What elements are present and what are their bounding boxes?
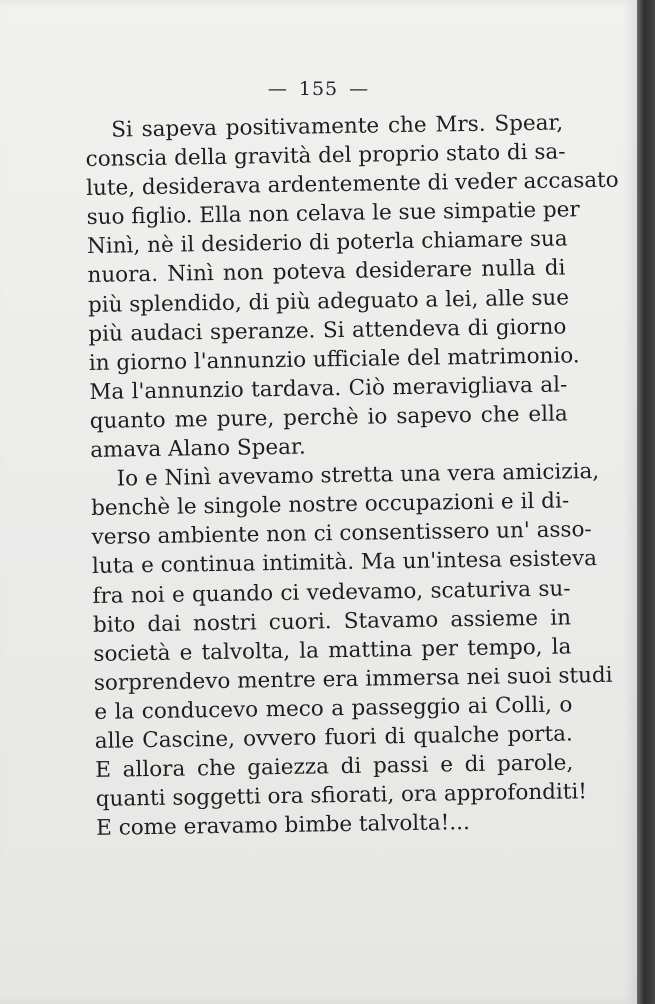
book-binding-edge [637,0,655,1004]
text-line-10: Ma l'annunzio tardava. Ciò meravigliava al- [89,372,568,405]
page-header [0,78,637,100]
text-line-14: benchè le singole nostre occupazioni e il di- [90,488,570,522]
text-line-7: più splendido, di più adeguato a lei, alle sue [87,284,570,318]
text-line-6: nuora. Ninì non poteva desiderare nulla di [87,255,566,289]
text-line-4: suo figlio. Ella non celava le sue simpatie per [86,197,580,231]
text-line-22: alle Cascine, ovvero fuori di qualche porta. [94,721,573,754]
text-line-23: E allora che gaiezza di passi e di parole, [95,750,574,783]
text-line-18: bito dai nostri cuori. Stavamo assieme in [92,605,572,638]
text-line-25: E come eravamo bimbe talvolta!... [95,810,471,842]
header-dash-right: — [349,78,370,100]
text-line-8: più audaci speranze. Si attendeva di giorno [88,314,567,347]
text-line-15: verso ambiente non ci consentissero un' asso- [91,517,592,551]
text-line-24: quanti soggetti ora sfiorati, ora approfonditi! [95,779,588,813]
text-line-17: fra noi e quando ci vedevamo, scaturiva su- [92,575,571,609]
header-dash-left: — [267,78,288,100]
text-line-20: sorprendevo mentre era immersa nei suoi studi [93,662,613,696]
page-number: 155 [298,78,339,100]
text-line-13: Io e Ninì avevamo stretta una vera amicizia, [116,459,600,492]
text-line-11: quanto me pure, perchè io sapevo che ella [89,401,568,434]
text-line-2: conscia della gravità del proprio stato di sa- [85,139,566,173]
text-line-9: in giorno l'annunzio ufficiale del matrimonio. [88,343,580,376]
text-line-1: Si sapeva positivamente che Mrs. Spear, [111,110,564,143]
text-line-3: lute, desiderava ardentemente di veder accasato [85,167,619,202]
text-line-12: amava Alano Spear. [90,434,306,463]
text-line-5: Ninì, nè il desiderio di poterla chiamare sua [86,226,568,260]
text-line-21: e la conducevo meco a passeggio ai Colli, o [94,692,573,725]
page-body-text [85,108,619,843]
text-line-16: luta e continua intimità. Ma un'intesa esisteva [91,546,598,580]
text-line-19: società e talvolta, la mattina per tempo, la [93,634,572,667]
